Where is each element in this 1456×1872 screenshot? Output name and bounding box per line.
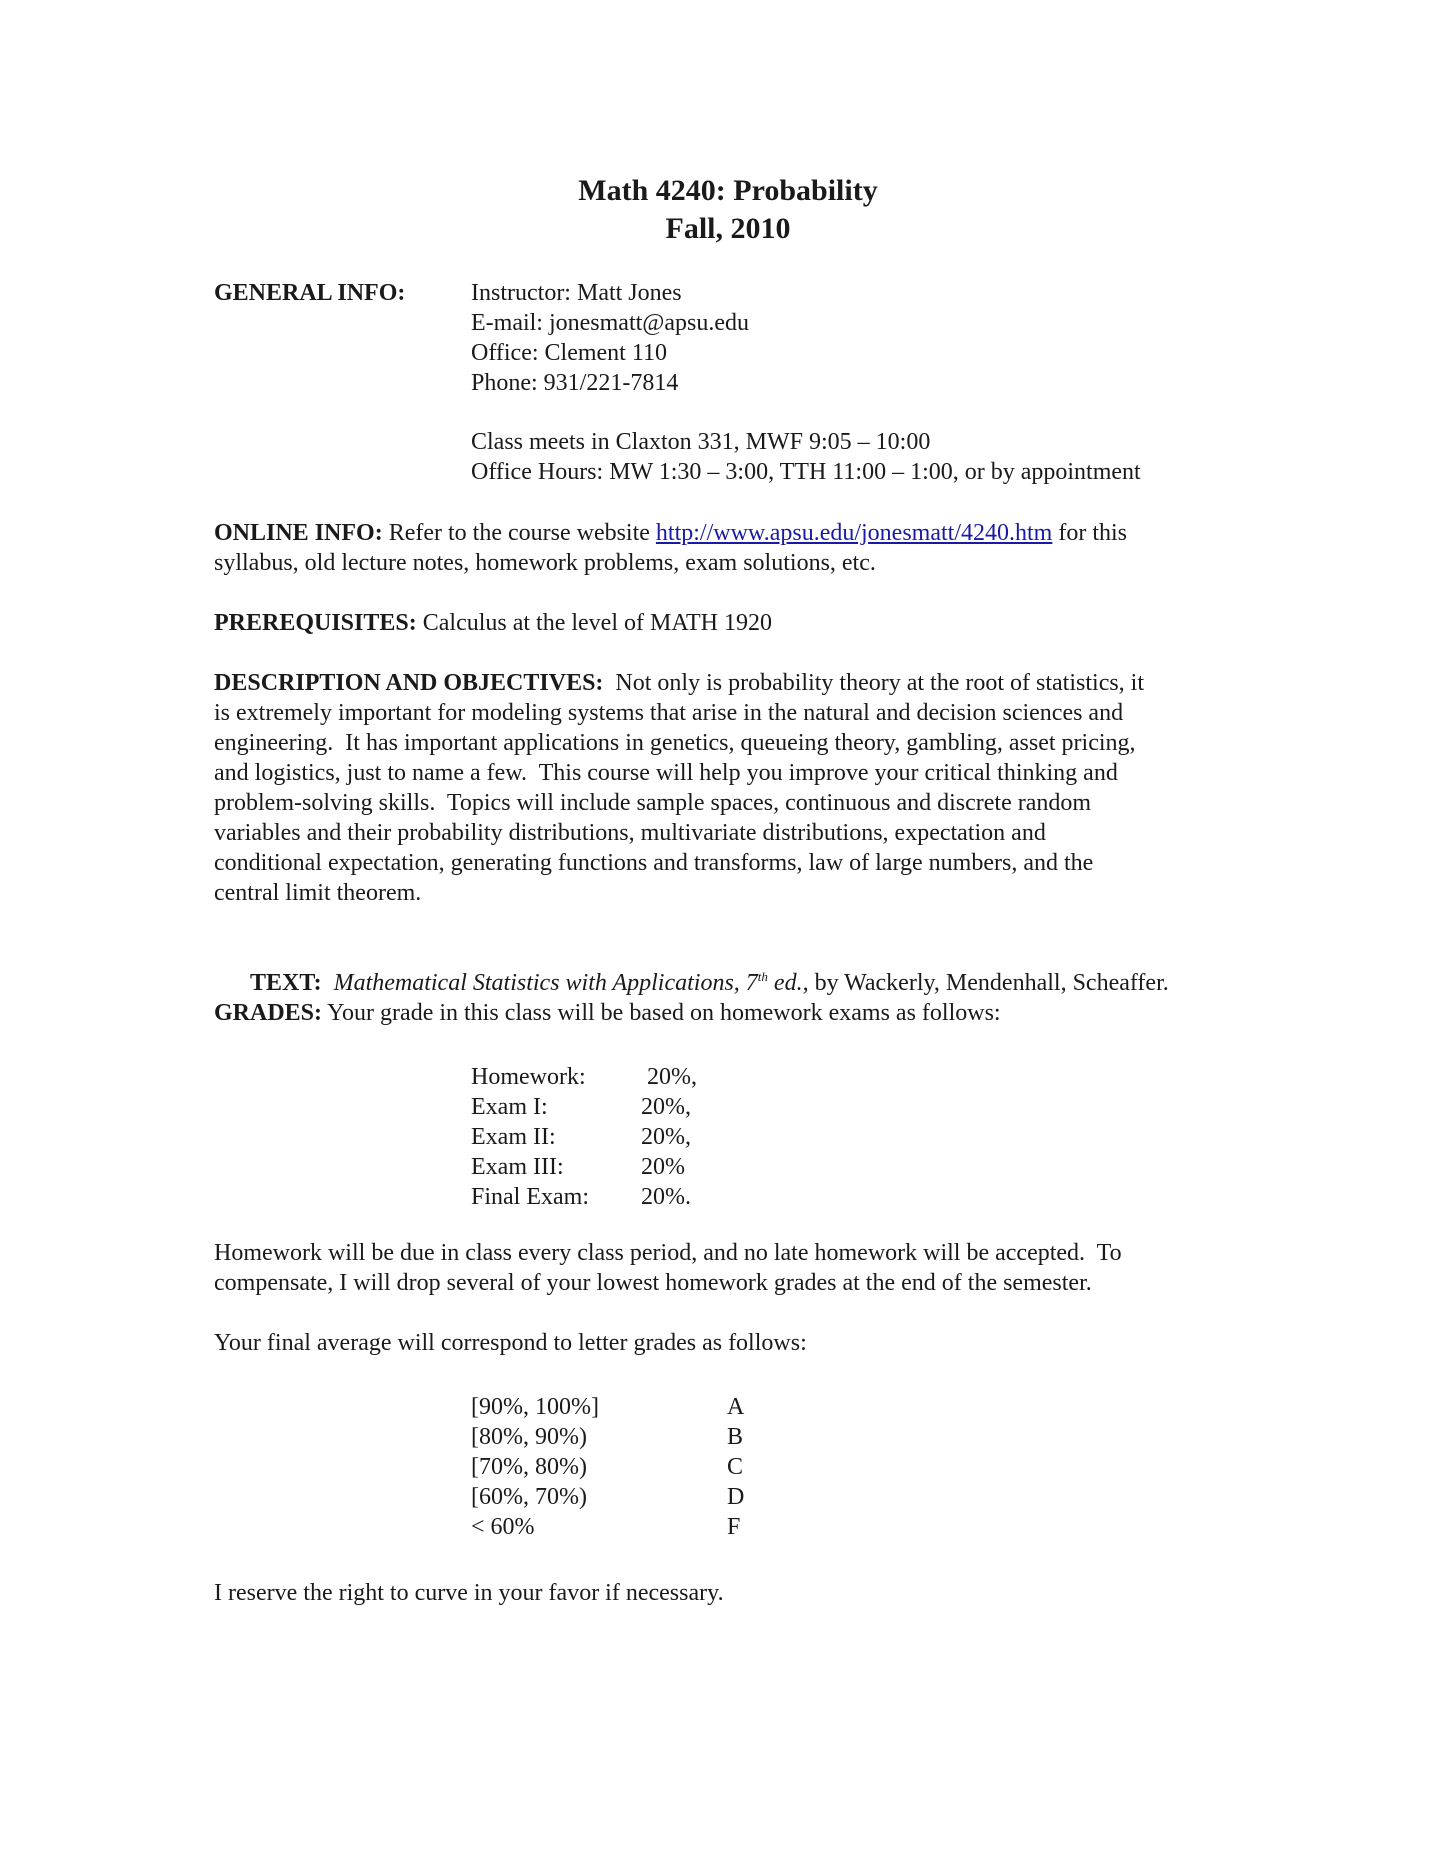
- component-weight: 20%,: [641, 1064, 697, 1090]
- online-info-text-after: for this: [1052, 520, 1128, 546]
- office-line: Office: Clement 110: [471, 340, 667, 366]
- phone-line: Phone: 931/221-7814: [471, 370, 679, 396]
- component-name: Exam I:: [471, 1094, 548, 1120]
- online-info-section: [214, 518, 1234, 578]
- description-line: variables and their probability distributions, multivariate distributions, expectation and: [214, 820, 1046, 846]
- grade-letter: D: [727, 1484, 745, 1510]
- course-title-line: Math 4240: Probability: [578, 174, 878, 207]
- grade-range: [80%, 90%): [471, 1424, 587, 1450]
- prerequisites-label: PREREQUISITES:: [214, 610, 417, 636]
- letter-grades-intro: [214, 1328, 1234, 1358]
- component-name: Exam III:: [471, 1154, 564, 1180]
- component-weight: 20%,: [641, 1094, 691, 1120]
- prerequisites-section: [214, 608, 1234, 638]
- grade-weight-row: [471, 1062, 731, 1092]
- text-label: TEXT:: [250, 970, 322, 996]
- letter-grade-row: [471, 1482, 771, 1512]
- component-name: Exam II:: [471, 1124, 556, 1150]
- email-line: E-mail: jonesmatt@apsu.edu: [471, 310, 750, 336]
- grade-weight-row: [471, 1092, 731, 1122]
- letter-grade-row: [471, 1452, 771, 1482]
- grade-range: [60%, 70%): [471, 1484, 587, 1510]
- curve-note: I reserve the right to curve in your favor if necessary.: [214, 1580, 724, 1606]
- curve-note-section: [214, 1578, 1234, 1608]
- letter-grade-row: [471, 1422, 771, 1452]
- grades-section: [214, 998, 1234, 1028]
- grades-text: Your grade in this class will be based on homework exams as follows:: [322, 1000, 1001, 1026]
- description-line: is extremely important for modeling systems that arise in the natural and decision sciences and: [214, 700, 1124, 726]
- instructor-line: Instructor: Matt Jones: [471, 280, 682, 306]
- course-term: Fall, 2010: [665, 212, 791, 245]
- description-line: and logistics, just to name a few. This course will help you improve your critical thinking and: [214, 760, 1118, 786]
- letter-grades-table: [471, 1392, 771, 1542]
- grade-range: < 60%: [471, 1514, 535, 1540]
- homework-policy: [214, 1238, 1234, 1298]
- grade-range: [90%, 100%]: [471, 1394, 599, 1420]
- prerequisites-text: Calculus at the level of MATH 1920: [416, 610, 772, 636]
- grade-weight-row: [471, 1182, 731, 1212]
- letter-grade-row: [471, 1392, 771, 1422]
- grade-letter: A: [727, 1394, 745, 1420]
- component-name: Final Exam:: [471, 1184, 589, 1210]
- text-section: [214, 938, 1234, 996]
- component-weight: 20%: [641, 1154, 685, 1180]
- grade-weight-row: [471, 1152, 731, 1182]
- course-title: [0, 172, 1456, 248]
- homework-policy-line1: Homework will be due in class every class period, and no late homework will be accepted. To: [214, 1240, 1122, 1266]
- grade-weights-table: [471, 1062, 731, 1212]
- component-weight: 20%.: [641, 1184, 691, 1210]
- description-line: conditional expectation, generating functions and transforms, law of large numbers, and the: [214, 850, 1094, 876]
- course-website-link[interactable]: http://www.apsu.edu/jonesmatt/4240.htm: [655, 520, 1053, 546]
- online-info-label: ONLINE INFO:: [214, 520, 383, 546]
- online-info-text: Refer to the course website: [382, 520, 656, 546]
- edition-superscript: th: [757, 969, 768, 984]
- textbook-authors: by Wackerly, Mendenhall, Scheaffer.: [808, 970, 1169, 996]
- textbook-title: Mathematical Statistics with Applications, 7: [333, 970, 758, 996]
- letter-grades-intro-text: Your final average will correspond to letter grades as follows:: [214, 1330, 807, 1356]
- description-line1: Not only is probability theory at the root of statistics, it: [603, 670, 1145, 696]
- component-weight: 20%,: [641, 1124, 691, 1150]
- office-hours-line: Office Hours: MW 1:30 – 3:00, TTH 11:00 – 1:00, or by appointment: [471, 459, 1141, 485]
- description-line: problem-solving skills. Topics will include sample spaces, continuous and discrete random: [214, 790, 1092, 816]
- homework-policy-line2: compensate, I will drop several of your lowest homework grades at the end of the semester.: [214, 1270, 1092, 1296]
- component-name: Homework:: [471, 1064, 586, 1090]
- grade-range: [70%, 80%): [471, 1454, 587, 1480]
- description-line: central limit theorem.: [214, 880, 422, 906]
- description-line: engineering. It has important applications in genetics, queueing theory, gambling, asset pricing,: [214, 730, 1136, 756]
- class-meets-line: Class meets in Claxton 331, MWF 9:05 – 10:00: [471, 429, 931, 455]
- grades-label: GRADES:: [214, 1000, 323, 1026]
- description-label: DESCRIPTION AND OBJECTIVES:: [214, 670, 604, 696]
- edition-text: ed.,: [767, 970, 809, 996]
- description-section: [214, 668, 1234, 908]
- letter-grade-row: [471, 1512, 771, 1542]
- grade-letter: C: [727, 1454, 744, 1480]
- grade-letter: F: [727, 1514, 741, 1540]
- general-info-label: GENERAL INFO:: [214, 280, 406, 306]
- grade-weight-row: [471, 1122, 731, 1152]
- grade-letter: B: [727, 1424, 744, 1450]
- online-info-line2: syllabus, old lecture notes, homework problems, exam solutions, etc.: [214, 550, 876, 576]
